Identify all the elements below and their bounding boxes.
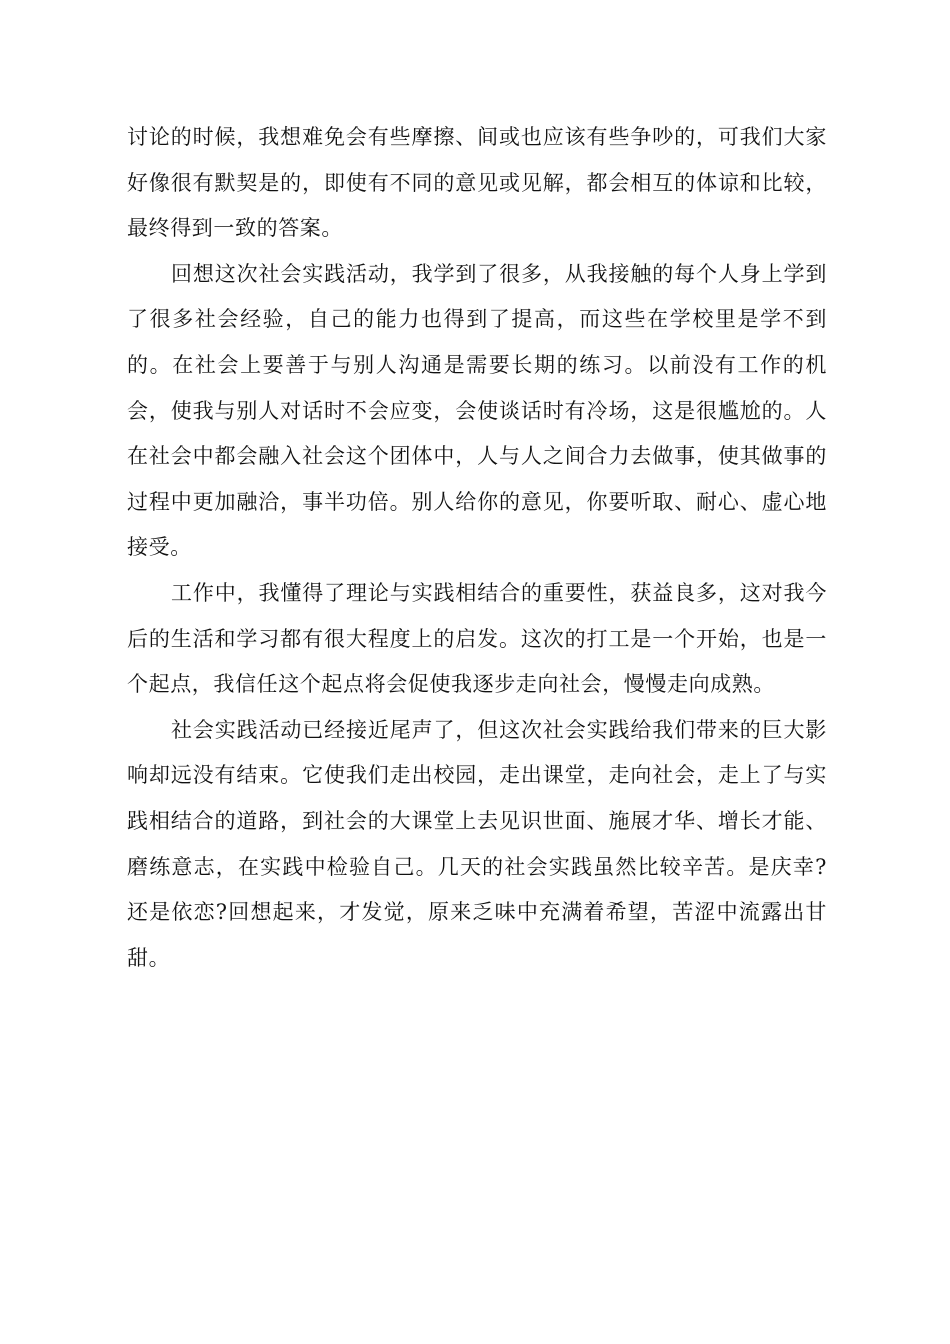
- paragraph-3: 工作中，我懂得了理论与实践相结合的重要性，获益良多，这对我今后的生活和学习都有很大程度上的启发。这次的打工是一个开始，也是一个起点，我信任这个起点将会促使我逐步走向社会，慢慢走向成熟。: [127, 580, 827, 697]
- paragraph-4: 社会实践活动已经接近尾声了，但这次社会实践给我们带来的巨大影响却远没有结束。它使我们走出校园，走出课堂，走向社会，走上了与实践相结合的道路，到社会的大课堂上去见识世面、施展才华、增长才能、磨练意志，在实践中检验自己。几天的社会实践虽然比较辛苦。是庆幸?还是依恋?回想起来，才发觉，原来乏味中充满着希望，苦涩中流露出甘甜。: [127, 717, 827, 970]
- document-body: [127, 115, 827, 981]
- paragraph-1: 讨论的时候，我想难免会有些摩擦、间或也应该有些争吵的，可我们大家好像很有默契是的，即使有不同的意见或见解，都会相互的体谅和比较，最终得到一致的答案。: [127, 125, 827, 241]
- paragraph-2: 回想这次社会实践活动，我学到了很多，从我接触的每个人身上学到了很多社会经验，自己的能力也得到了提高，而这些在学校里是学不到的。在社会上要善于与别人沟通是需要长期的练习。以前没有工作的机会，使我与别人对话时不会应变，会使谈话时有冷场，这是很尴尬的。人在社会中都会融入社会这个团体中，人与人之间合力去做事，使其做事的过程中更加融洽，事半功倍。别人给你的意见，你要听取、耐心、虚心地接受。: [127, 261, 827, 560]
